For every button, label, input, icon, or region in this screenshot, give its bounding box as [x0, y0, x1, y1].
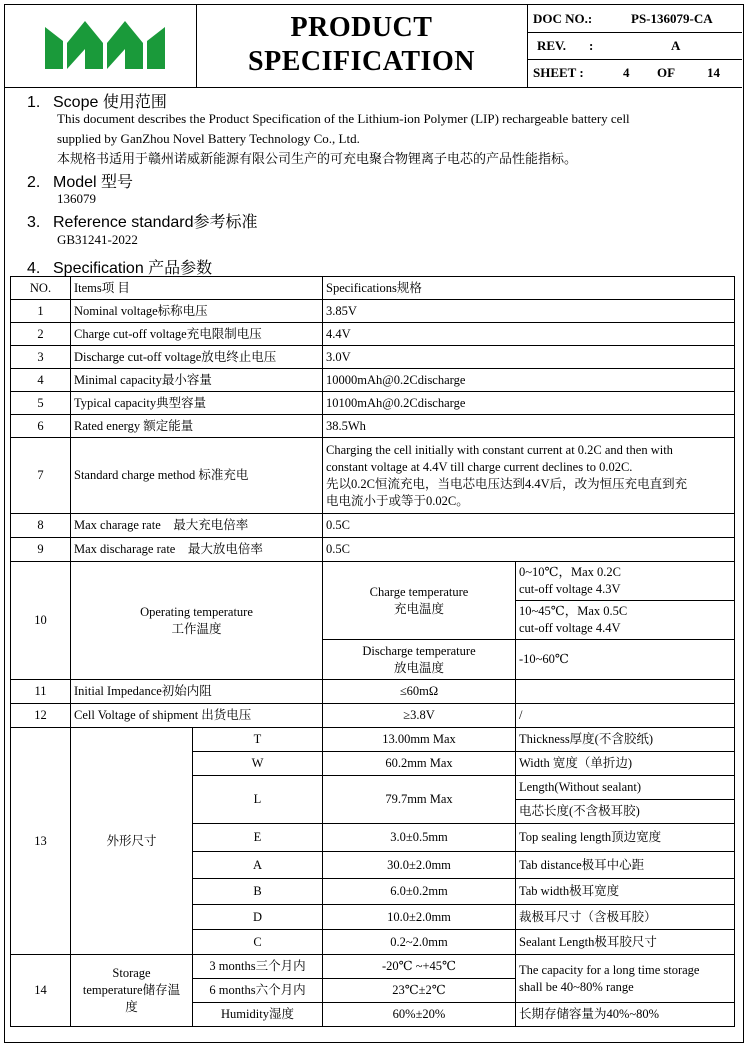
range-line: 10~45℃，Max 0.5C — [519, 604, 628, 618]
charge-temp-label — [323, 562, 516, 640]
row-no: 13 — [11, 728, 71, 955]
dim-symbol: D — [193, 905, 323, 930]
row-no: 2 — [11, 323, 71, 346]
row-spec: 0.5C — [323, 538, 735, 562]
storage-note — [516, 955, 735, 1003]
item-line: Operating temperature — [140, 604, 253, 619]
note-line: 长期存储容量为40%~80% — [516, 1003, 735, 1027]
section-specification-heading — [27, 255, 212, 278]
row-extra: / — [516, 704, 735, 728]
header-no: NO. — [11, 277, 71, 300]
row-spec: ≥3.8V — [323, 704, 516, 728]
table-row — [11, 323, 735, 346]
dim-desc: Tab distance极耳中心距 — [516, 852, 735, 879]
discharge-temp-label — [323, 640, 516, 680]
rev-value: A — [671, 38, 681, 53]
row-no: 9 — [11, 538, 71, 562]
table-header-row — [11, 277, 735, 300]
dim-desc: Thickness厚度(不含胶纸) — [516, 728, 735, 752]
row-no: 12 — [11, 704, 71, 728]
item-line: 度 — [125, 1000, 138, 1014]
dim-value: 13.00mm Max — [323, 728, 516, 752]
row-spec: 3.85V — [323, 300, 735, 323]
dim-symbol: E — [193, 824, 323, 852]
dim-value: 30.0±2.0mm — [323, 852, 516, 879]
section-title: Scope 使用范围 — [53, 94, 167, 111]
table-row — [11, 562, 735, 601]
table-row — [11, 300, 735, 323]
label-line: 放电温度 — [393, 660, 444, 675]
dim-desc: Tab width极耳宽度 — [516, 879, 735, 905]
dim-value: 60.2mm Max — [323, 752, 516, 776]
row-no: 11 — [11, 680, 71, 704]
header-specs: Specifications规格 — [323, 277, 735, 300]
row-item: Rated energy 额定能量 — [71, 415, 323, 438]
row-no: 5 — [11, 392, 71, 415]
dim-value: 0.2~2.0mm — [323, 930, 516, 955]
dim-value: 6.0±0.2mm — [323, 879, 516, 905]
dim-desc: Length(Without sealant) — [516, 776, 735, 800]
section-number: 1. — [27, 94, 41, 111]
charge-temp-range-b — [516, 601, 735, 640]
item-line: temperature储存温 — [82, 983, 181, 997]
dim-symbol: W — [193, 752, 323, 776]
storage-value: -20℃ ~+45℃ — [323, 955, 516, 979]
row-item: Typical capacity典型容量 — [71, 392, 323, 415]
row-item — [71, 955, 193, 1027]
row-no: 8 — [11, 514, 71, 538]
row-spec: 38.5Wh — [323, 415, 735, 438]
row-spec: 4.4V — [323, 323, 735, 346]
table-row — [11, 346, 735, 369]
dim-value: 79.7mm Max — [323, 776, 516, 824]
section-number: 4. — [27, 260, 41, 277]
document-title — [196, 5, 528, 87]
row-extra — [516, 680, 735, 704]
dim-desc: 电芯长度(不含极耳胶) — [516, 800, 735, 824]
range-line: 0~10℃，Max 0.2C — [519, 565, 621, 579]
item-line: Storage — [112, 966, 151, 980]
spec-line: 先以0.2C恒流充电，当电芯电压达到4.4V后，改为恒压充电直到充 — [326, 476, 688, 491]
dim-desc: Width 宽度（单折边) — [516, 752, 735, 776]
discharge-temp-value: -10~60℃ — [516, 640, 735, 680]
row-item: Max charage rate 最大充电倍率 — [71, 514, 323, 538]
section-title: Model 型号 — [53, 174, 134, 191]
scope-text — [57, 109, 630, 169]
row-no: 10 — [11, 562, 71, 680]
doc-no-value: PS-136079-CA — [631, 11, 713, 26]
row-no: 7 — [11, 438, 71, 514]
row-spec — [323, 438, 735, 514]
row-no: 6 — [11, 415, 71, 438]
logo-cell — [5, 5, 197, 87]
doc-no-label: DOC NO.: — [533, 11, 593, 26]
section-reference-heading — [27, 209, 258, 232]
spec-line: 电电流小于或等于0.02C。 — [326, 493, 469, 508]
label-line: 充电温度 — [393, 601, 444, 616]
row-no: 4 — [11, 369, 71, 392]
title-line-1: PRODUCT — [290, 12, 433, 43]
dim-symbol: B — [193, 879, 323, 905]
row-no: 3 — [11, 346, 71, 369]
section-number: 2. — [27, 174, 41, 191]
sheet-label: SHEET : — [533, 65, 584, 80]
charge-temp-range-a — [516, 562, 735, 601]
range-line: cut-off voltage 4.4V — [519, 621, 621, 635]
sheet-of: OF — [657, 65, 676, 80]
row-item: Minimal capacity最小容量 — [71, 369, 323, 392]
label-line: Discharge temperature — [362, 643, 476, 658]
title-line-2: SPECIFICATION — [248, 46, 475, 77]
storage-value: 23℃±2℃ — [323, 979, 516, 1003]
row-item: Cell Voltage of shipment 出货电压 — [71, 704, 323, 728]
rev-label: REV. — [537, 38, 567, 53]
row-spec: ≤60mΩ — [323, 680, 516, 704]
reference-value: GB31241-2022 — [57, 232, 138, 247]
dim-desc: Top sealing length顶边宽度 — [516, 824, 735, 852]
section-number: 3. — [27, 214, 41, 231]
storage-value: 60%±20% — [323, 1003, 516, 1027]
doc-no-row — [527, 5, 742, 33]
row-spec: 10100mAh@0.2Cdischarge — [323, 392, 735, 415]
table-row — [11, 538, 735, 562]
row-item: Nominal voltage标称电压 — [71, 300, 323, 323]
dim-symbol: L — [193, 776, 323, 824]
dim-value: 10.0±2.0mm — [323, 905, 516, 930]
storage-humidity: Humidity湿度 — [193, 1003, 323, 1027]
storage-period: 3 months三个月内 — [193, 955, 323, 979]
table-row — [11, 438, 735, 514]
scope-line-3: 本规格书适用于赣州诺威新能源有限公司生产的可充电聚合物锂离子电芯的产品性能指标。 — [57, 151, 578, 166]
section-title: Reference standard参考标准 — [53, 214, 258, 231]
specification-table — [10, 276, 735, 1027]
document-header — [5, 5, 742, 88]
table-row — [11, 369, 735, 392]
row-no: 1 — [11, 300, 71, 323]
scope-line-2: supplied by GanZhou Novel Battery Technology Co., Ltd. — [57, 131, 360, 146]
sheet-total: 14 — [707, 65, 720, 80]
doc-meta — [527, 5, 742, 87]
row-spec: 0.5C — [323, 514, 735, 538]
spec-line: Charging the cell initially with constant current at 0.2C and then with — [326, 442, 673, 457]
note-line: The capacity for a long time storage — [519, 962, 700, 977]
row-item: 外形尺寸 — [71, 728, 193, 955]
row-item: Max discharage rate 最大放电倍率 — [71, 538, 323, 562]
table-row — [11, 728, 735, 752]
dim-desc: Sealant Length极耳胶尺寸 — [516, 930, 735, 955]
dim-symbol: C — [193, 930, 323, 955]
dim-desc: 裁极耳尺寸（含极耳胶） — [516, 905, 735, 930]
item-line: 工作温度 — [171, 621, 222, 636]
company-logo — [5, 5, 196, 87]
row-no: 14 — [11, 955, 71, 1027]
dim-symbol: A — [193, 852, 323, 879]
dim-value: 3.0±0.5mm — [323, 824, 516, 852]
table-row — [11, 955, 735, 979]
dim-symbol: T — [193, 728, 323, 752]
row-item: Initial Impedance初始内阻 — [71, 680, 323, 704]
note-line: shall be 40~80% range — [519, 979, 634, 994]
row-item: Standard charge method 标准充电 — [71, 438, 323, 514]
spec-line: constant voltage at 4.4V till charge current declines to 0.02C. — [326, 459, 633, 474]
range-line: cut-off voltage 4.3V — [519, 582, 621, 596]
row-spec: 3.0V — [323, 346, 735, 369]
storage-period: 6 months六个月内 — [193, 979, 323, 1003]
table-row — [11, 704, 735, 728]
row-item — [71, 562, 323, 680]
table-row — [11, 392, 735, 415]
sheet-row — [527, 59, 742, 86]
table-row — [11, 415, 735, 438]
scope-line-1: This document describes the Product Specification of the Lithium-ion Polymer (LIP) rechargeable battery cell — [57, 111, 630, 126]
model-value: 136079 — [57, 191, 96, 206]
row-item: Discharge cut-off voltage放电终止电压 — [71, 346, 323, 369]
row-item: Charge cut-off voltage充电限制电压 — [71, 323, 323, 346]
section-title: Specification 产品参数 — [53, 260, 213, 277]
table-row — [11, 514, 735, 538]
header-items: Items项 目 — [71, 277, 323, 300]
row-spec: 10000mAh@0.2Cdischarge — [323, 369, 735, 392]
rev-row — [527, 32, 742, 60]
label-line: Charge temperature — [369, 584, 469, 599]
sheet-value: 4 — [623, 65, 630, 80]
table-row — [11, 680, 735, 704]
rev-colon: : — [589, 38, 594, 53]
